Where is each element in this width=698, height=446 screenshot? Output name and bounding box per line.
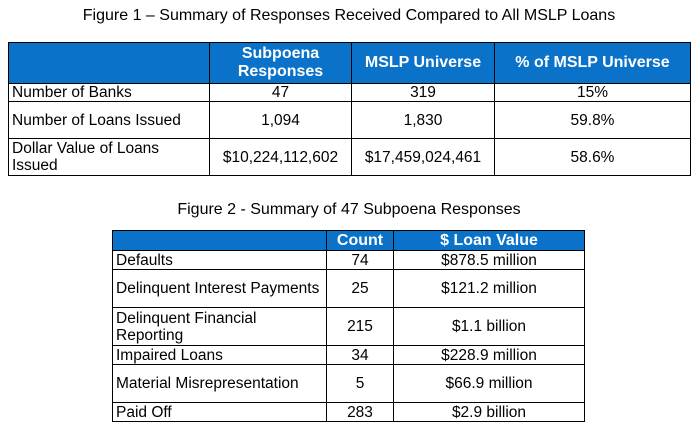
cell-value: $228.9 million <box>394 346 585 365</box>
cell-percent: 15% <box>495 84 691 102</box>
row-label: Delinquent Interest Payments <box>113 270 327 308</box>
table-row <box>113 365 585 403</box>
cell-count: 34 <box>327 346 394 365</box>
figure-1-table <box>8 42 691 176</box>
cell-subpoena: $10,224,112,602 <box>210 139 352 176</box>
table-header-row <box>113 231 585 251</box>
row-label: Defaults <box>113 251 327 270</box>
cell-value: $66.9 million <box>394 365 585 403</box>
table-row <box>113 346 585 365</box>
table-row <box>113 403 585 422</box>
cell-count: 215 <box>327 308 394 346</box>
row-label: Material Misrepresentation <box>113 365 327 403</box>
row-label: Number of Loans Issued <box>9 102 210 139</box>
header-blank <box>9 43 210 84</box>
cell-count: 74 <box>327 251 394 270</box>
table-row <box>9 139 691 176</box>
cell-percent: 59.8% <box>495 102 691 139</box>
header-loan-value: $ Loan Value <box>394 231 585 251</box>
figure-2-caption: Figure 2 - Summary of 47 Subpoena Responses <box>177 201 521 218</box>
row-label: Impaired Loans <box>113 346 327 365</box>
table-row <box>113 251 585 270</box>
cell-count: 5 <box>327 365 394 403</box>
row-label: Dollar Value of Loans Issued <box>9 139 210 176</box>
table-row <box>113 270 585 308</box>
header-mslp-universe: MSLP Universe <box>352 43 495 84</box>
cell-subpoena: 47 <box>210 84 352 102</box>
cell-percent: 58.6% <box>495 139 691 176</box>
cell-count: 283 <box>327 403 394 422</box>
figure-2-table <box>112 230 585 422</box>
table-header-row <box>9 43 691 84</box>
cell-value: $878.5 million <box>394 251 585 270</box>
header-count: Count <box>327 231 394 251</box>
table-row <box>9 84 691 102</box>
table-row <box>9 102 691 139</box>
figure-1-caption: Figure 1 – Summary of Responses Received Compared to All MSLP Loans <box>82 7 616 24</box>
cell-value: $2.9 billion <box>394 403 585 422</box>
row-label: Paid Off <box>113 403 327 422</box>
cell-value: $1.1 billion <box>394 308 585 346</box>
cell-universe: $17,459,024,461 <box>352 139 495 176</box>
header-percent-universe: % of MSLP Universe <box>495 43 691 84</box>
table-row <box>113 308 585 346</box>
cell-universe: 1,830 <box>352 102 495 139</box>
cell-count: 25 <box>327 270 394 308</box>
row-label: Delinquent Financial Reporting <box>113 308 327 346</box>
row-label: Number of Banks <box>9 84 210 102</box>
cell-universe: 319 <box>352 84 495 102</box>
header-blank <box>113 231 327 251</box>
header-subpoena-responses: Subpoena Responses <box>210 43 352 84</box>
cell-value: $121.2 million <box>394 270 585 308</box>
cell-subpoena: 1,094 <box>210 102 352 139</box>
